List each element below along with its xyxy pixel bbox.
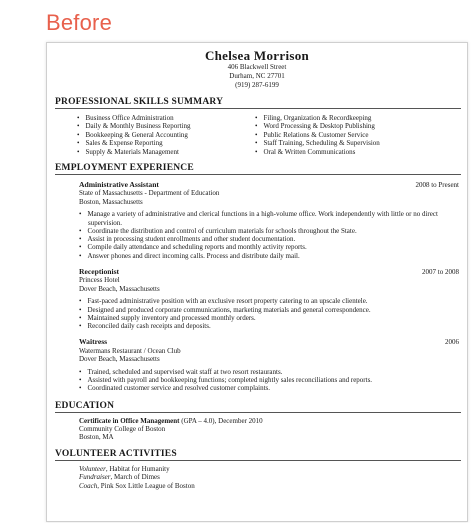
job-duties <box>79 210 459 260</box>
volunteer-org: , Habitat for Humanity <box>105 464 170 473</box>
school-name: Community College of Boston <box>79 424 166 433</box>
job-title: Waitress <box>79 337 108 347</box>
job-entry <box>79 338 459 392</box>
skills-column-left <box>77 114 255 156</box>
education-degree-line <box>79 417 459 425</box>
degree-detail: (GPA – 4.0), December 2010 <box>179 416 263 425</box>
skill-item: • Business Office Administration <box>77 114 255 122</box>
job-location: Boston, Massachusetts <box>79 197 143 206</box>
volunteer-role: Volunteer <box>79 464 106 473</box>
education-entry <box>79 417 459 442</box>
volunteer-item <box>79 465 459 473</box>
resume-page <box>46 42 468 522</box>
skill-item: • Daily & Monthly Business Reporting <box>77 122 255 130</box>
volunteer-item <box>79 482 459 490</box>
skills-section-title: PROFESSIONAL SKILLS SUMMARY <box>55 97 224 107</box>
skill-item: • Oral & Written Communications <box>255 148 380 156</box>
skill-item: • Staff Training, Scheduling & Supervision <box>255 139 380 147</box>
job-dates: 2008 to Present <box>415 181 459 190</box>
education-divider <box>55 412 461 413</box>
duty-item: • Maintained supply inventory and processed monthly orders. <box>79 314 459 322</box>
duty-item: • Reconciled daily cash receipts and deposits. <box>79 322 459 330</box>
experience-divider <box>55 174 461 175</box>
duty-item: • Compile daily attendance and scheduling reports and monthly activity reports. <box>79 243 459 251</box>
job-location: Dover Beach, Massachusetts <box>79 284 160 293</box>
skill-item: • Supply & Materials Management <box>77 148 255 156</box>
education-section-title: EDUCATION <box>55 400 115 411</box>
skill-item: • Bookkeeping & General Accounting <box>77 131 255 139</box>
job-entry <box>79 268 459 330</box>
volunteer-item <box>79 473 459 481</box>
candidate-name: Chelsea Morrison <box>204 48 310 63</box>
skills-column-right <box>255 114 380 156</box>
duty-item: • Coordinated customer service and resolved customer complaints. <box>79 384 459 392</box>
job-organization: Watermans Restaurant / Ocean Club <box>79 346 181 355</box>
before-label: Before <box>46 10 113 35</box>
job-dates: 2007 to 2008 <box>422 268 459 277</box>
duty-item: • Assisted with payroll and bookkeeping functions; completed nightly sales reconciliations and reports. <box>79 376 459 384</box>
duty-item: • Fast-paced administrative position with an exclusive resort property catering to an upscale clientele. <box>79 297 459 305</box>
duty-item: • Answer phones and direct incoming calls. Process and distribute daily mail. <box>79 252 459 260</box>
volunteer-role: Coach <box>79 481 98 490</box>
job-dates: 2006 <box>445 338 459 347</box>
skills-divider <box>55 108 461 109</box>
experience-section-title: EMPLOYMENT EXPERIENCE <box>55 163 194 174</box>
volunteer-role: Fundraiser <box>79 473 111 482</box>
degree-name: Certificate in Office Management <box>79 416 180 425</box>
job-duties <box>79 297 459 330</box>
skill-item: • Word Processing & Desktop Publishing <box>255 122 380 130</box>
skills-list <box>77 114 467 156</box>
job-duties <box>79 368 459 393</box>
volunteer-list <box>79 465 459 490</box>
job-entry <box>79 181 459 260</box>
duty-item: • Coordinate the distribution and control of curriculum materials for schools throughout the State. <box>79 227 459 235</box>
resume-header <box>47 48 467 90</box>
skill-item: • Sales & Expense Reporting <box>77 139 255 147</box>
duty-item: • Manage a variety of administrative and clerical functions in a high-volume office. Work independently with little or no direct supervision. <box>79 210 459 227</box>
volunteer-org: , Pink Sox Little League of Boston <box>97 481 195 490</box>
job-header <box>79 268 459 276</box>
job-organization: State of Massachusetts - Department of Education <box>79 189 220 198</box>
job-header <box>79 181 459 189</box>
phone-number: (919) 287-6199 <box>235 81 279 89</box>
duty-item: • Trained, scheduled and supervised wait staff at two resort restaurants. <box>79 368 459 376</box>
job-organization: Princess Hotel <box>79 276 120 285</box>
job-location: Dover Beach, Massachusetts <box>79 355 160 364</box>
job-title: Administrative Assistant <box>79 180 159 190</box>
skill-item: • Filing, Organization & Recordkeeping <box>255 114 380 122</box>
volunteer-divider <box>55 460 461 461</box>
address-street: 406 Blackwell Street <box>227 63 287 71</box>
duty-item: • Assist in processing student enrollments and other student documentation. <box>79 235 459 243</box>
job-header <box>79 338 459 346</box>
volunteer-org: , March of Dimes <box>110 473 160 482</box>
school-location: Boston, MA <box>79 433 114 442</box>
skill-item: • Public Relations & Customer Service <box>255 131 380 139</box>
duty-item: • Designed and produced corporate communications, marketing materials and general correspondence. <box>79 306 459 314</box>
volunteer-section-title: VOLUNTEER ACTIVITIES <box>55 448 177 459</box>
job-title: Receptionist <box>79 267 120 277</box>
address-city: Durham, NC 27701 <box>229 72 285 80</box>
